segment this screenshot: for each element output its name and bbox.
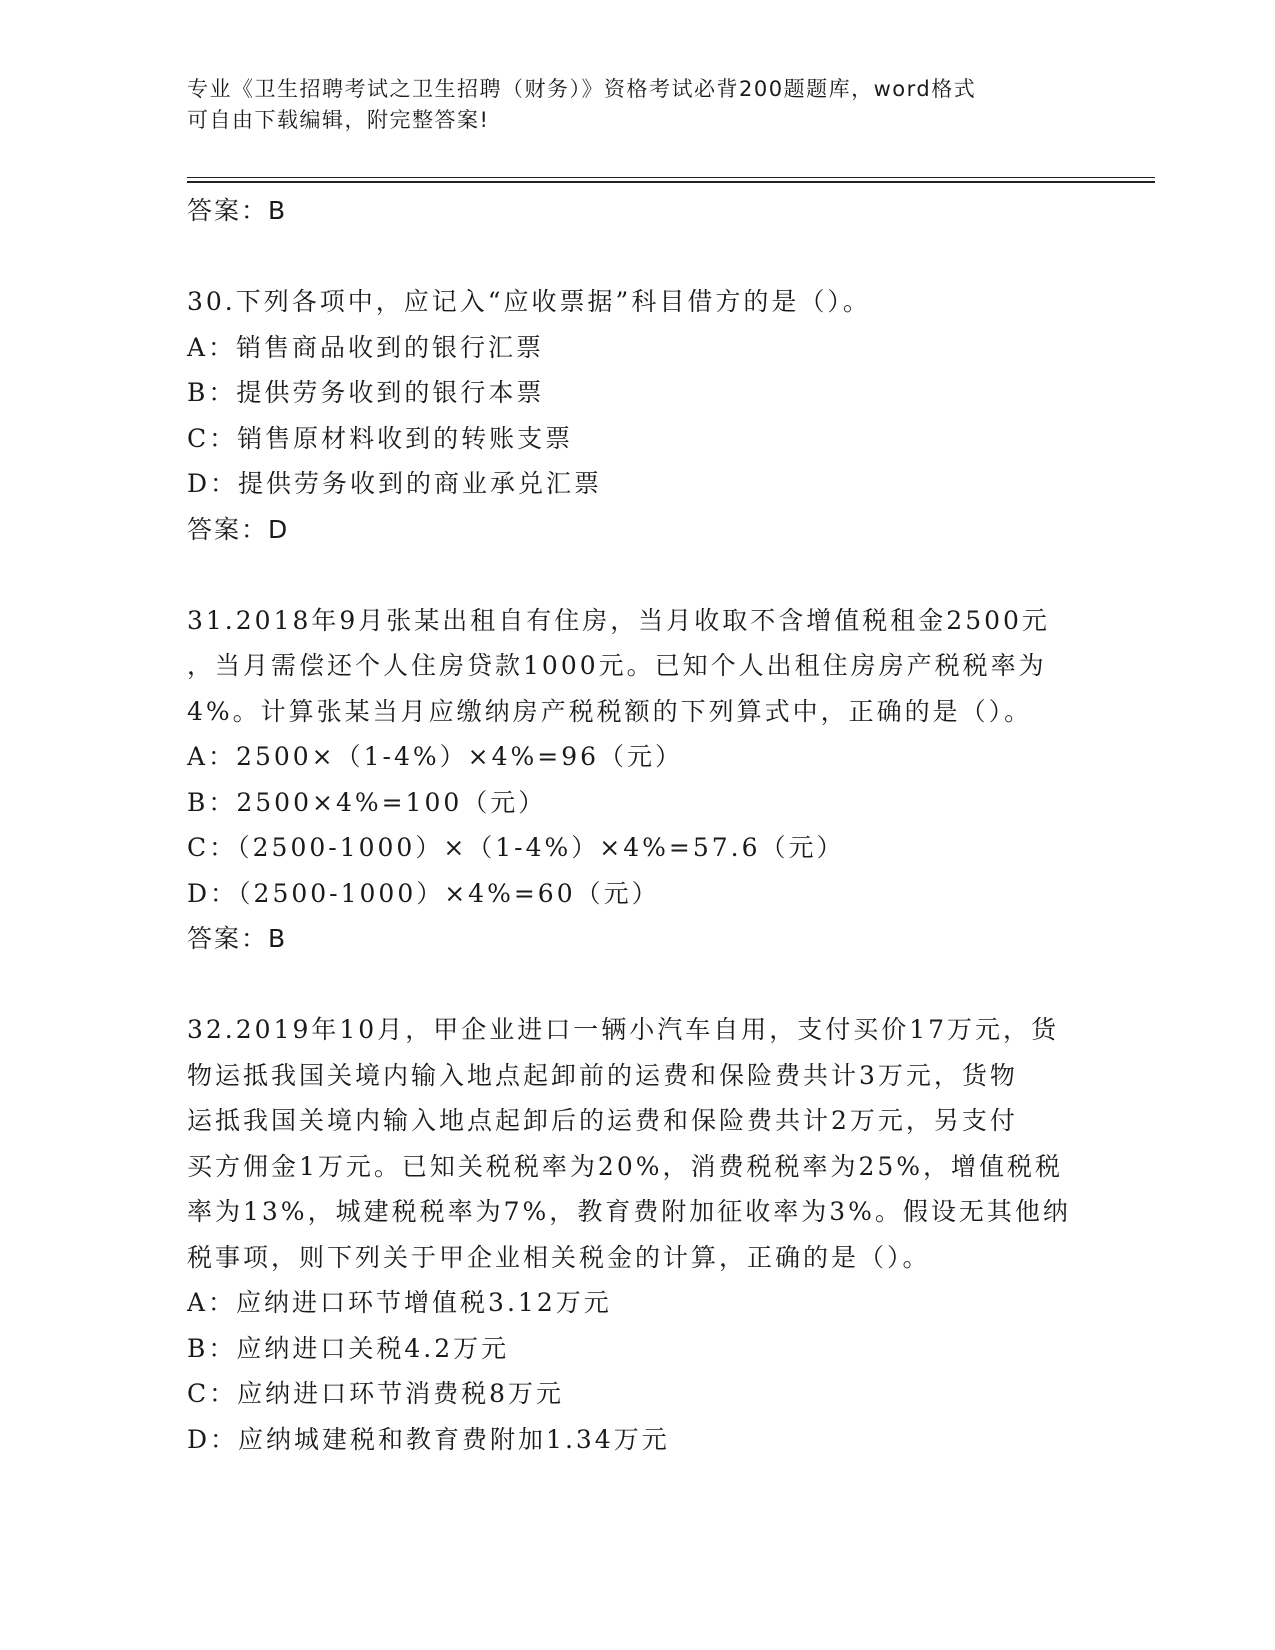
question-32-option-b: B：应纳进口关税4.2万元 [187, 1333, 510, 1363]
question-31-stem-line-2: ，当月需偿还个人住房贷款1000元。已知个人出租住房房产税税率为 [187, 651, 1047, 680]
question-31-option-d: D：（2500-1000）×4%=60（元） [187, 878, 660, 908]
question-30-option-c: C：销售原材料收到的转账支票 [187, 423, 574, 453]
question-31-option-c: C：（2500-1000）×（1-4%）×4%=57.6（元） [187, 833, 845, 862]
question-32-option-a: A：应纳进口环节增值税3.12万元 [187, 1288, 612, 1317]
question-30 [187, 279, 1087, 552]
question-32-option-d: D：应纳城建税和教育费附加1.34万元 [187, 1424, 670, 1454]
question-content [187, 188, 1087, 1462]
question-31-stem-line-3: 4%。计算张某当月应缴纳房产税税额的下列算式中，正确的是（）。 [187, 696, 1033, 726]
question-32-stem-line-3: 运抵我国关境内输入地点起卸后的运费和保险费共计2万元，另支付 [187, 1106, 1018, 1135]
header-divider-thin [187, 177, 1155, 178]
question-31-answer: 答案：B [187, 924, 288, 953]
question-32-stem-line-4: 买方佣金1万元。已知关税税率为20%，消费税税率为25%，增值税税 [187, 1151, 1064, 1181]
header-title-line-1: 专业《卫生招聘考试之卫生招聘（财务）》资格考试必背200题题库，word格式 [187, 77, 977, 101]
question-30-option-b: B：提供劳务收到的银行本票 [187, 378, 545, 407]
spacer [187, 552, 1087, 598]
question-31 [187, 598, 1087, 962]
question-31-option-a: A：2500×（1-4%）×4%=96（元） [187, 742, 684, 771]
document-header [187, 74, 1067, 136]
question-30-option-a: A：销售商品收到的银行汇票 [187, 332, 545, 362]
question-32-option-c: C：应纳进口环节消费税8万元 [187, 1379, 565, 1408]
header-title-line-2: 可自由下载编辑，附完整答案! [187, 108, 490, 132]
header-divider-thick [187, 181, 1155, 183]
question-31-stem-line-1: 31.2018年9月张某出租自有住房，当月收取不含增值税租金2500元 [187, 605, 1050, 635]
question-32-stem-line-5: 率为13%，城建税税率为7%，教育费附加征收率为3%。假设无其他纳 [187, 1197, 1071, 1226]
spacer [187, 962, 1087, 1008]
question-32-stem-line-6: 税事项，则下列关于甲企业相关税金的计算，正确的是（）。 [187, 1242, 931, 1272]
question-30-stem: 30.下列各项中，应记入“应收票据”科目借方的是（）。 [187, 287, 871, 316]
question-30-answer: 答案：D [187, 514, 290, 544]
question-32 [187, 1007, 1087, 1462]
question-32-stem-line-1: 32.2019年10月，甲企业进口一辆小汽车自用，支付买价17万元，货 [187, 1015, 1060, 1044]
question-30-option-d: D：提供劳务收到的商业承兑汇票 [187, 469, 603, 498]
question-31-option-b: B：2500×4%=100（元） [187, 787, 547, 817]
spacer [187, 234, 1087, 280]
previous-answer: 答案：B [187, 196, 288, 225]
question-32-stem-line-2: 物运抵我国关境内输入地点起卸前的运费和保险费共计3万元，货物 [187, 1060, 1018, 1090]
